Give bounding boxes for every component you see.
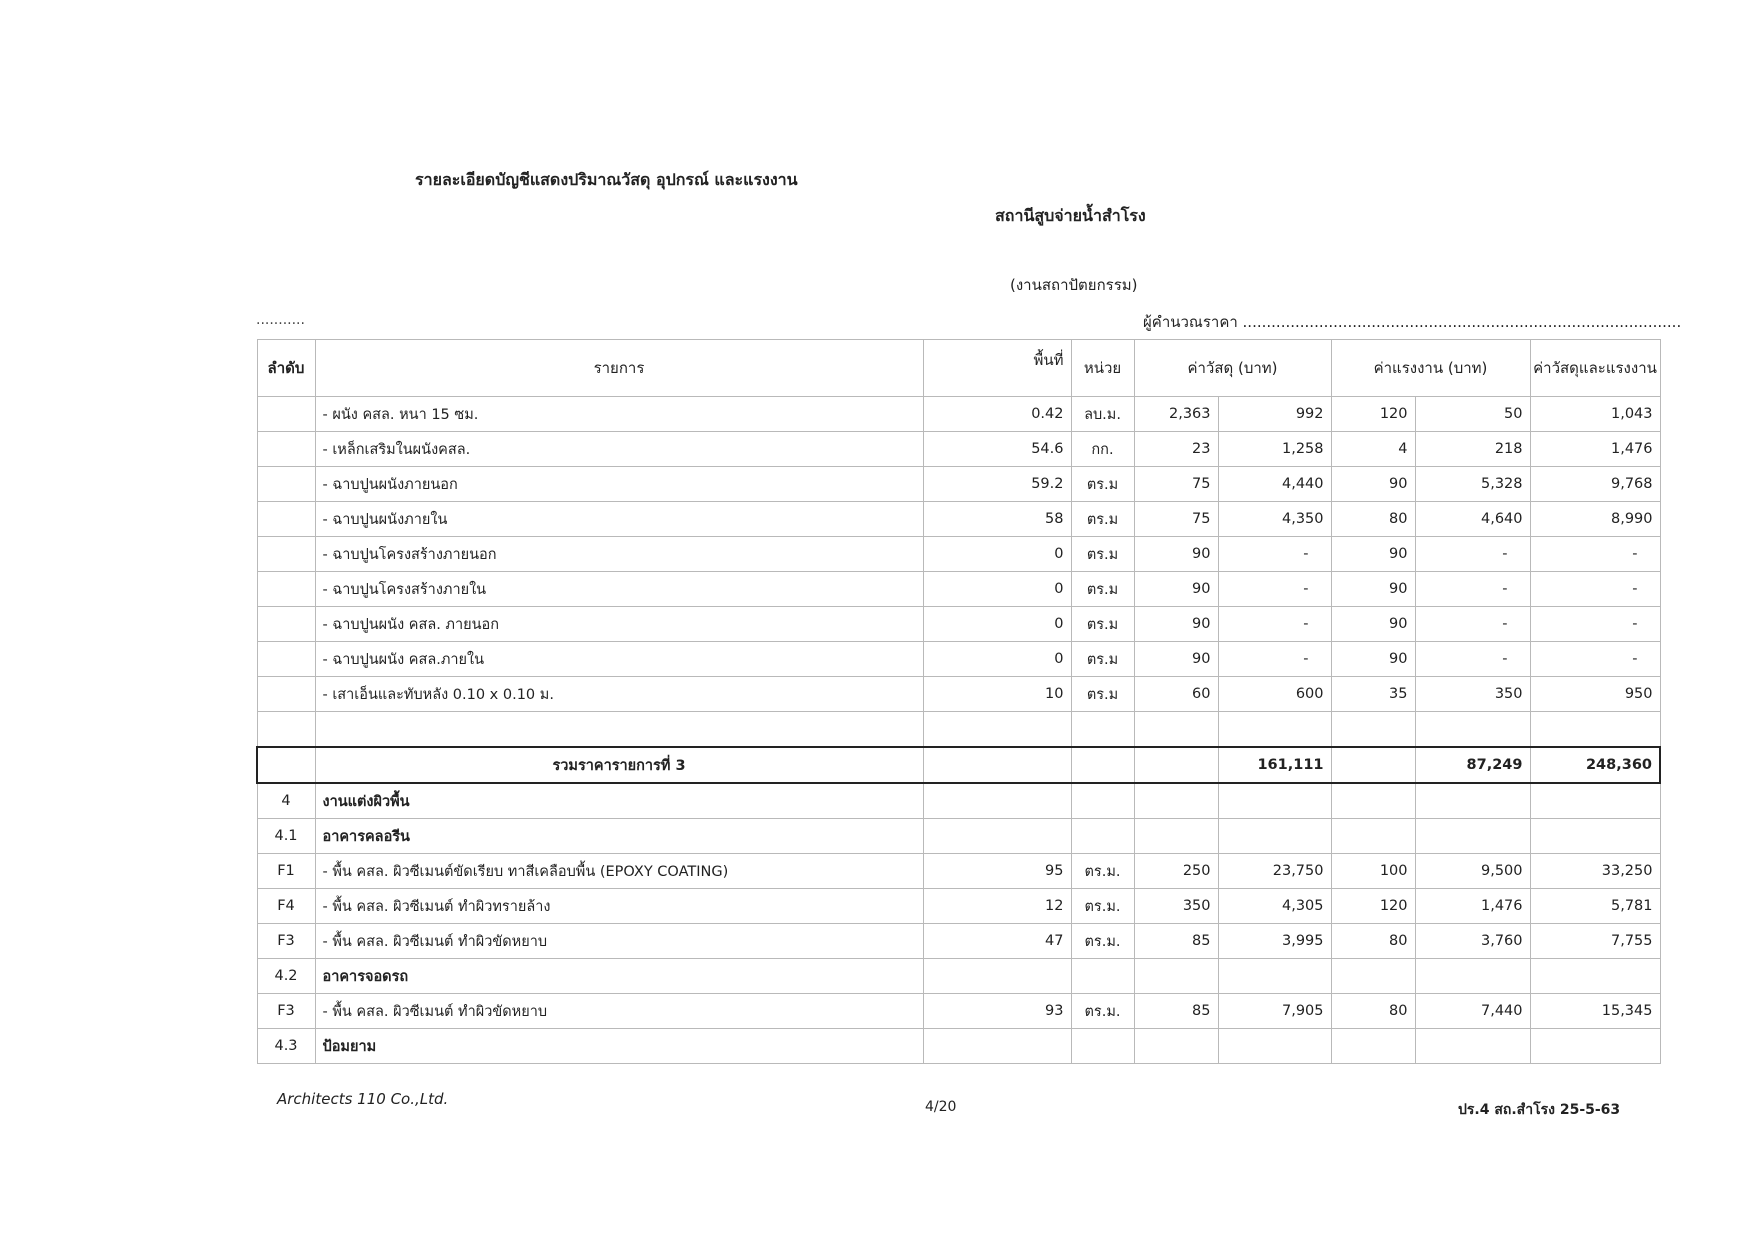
- row-unit-cell: [1071, 959, 1134, 994]
- row-labor-unit-price-cell: 4: [1331, 432, 1415, 467]
- row-number-cell: [257, 747, 315, 783]
- row-labor-amount-cell: -: [1415, 537, 1530, 572]
- row-labor-unit-price-cell: 80: [1331, 994, 1415, 1029]
- row-number-cell: F3: [257, 924, 315, 959]
- row-number-cell: [257, 467, 315, 502]
- row-area-cell: 54.6: [923, 432, 1071, 467]
- section-heading-row: [257, 959, 1660, 994]
- row-total-amount-cell: -: [1530, 537, 1660, 572]
- row-number-cell: [257, 397, 315, 432]
- row-labor-amount-cell: [1415, 783, 1530, 819]
- row-area-cell: 0: [923, 642, 1071, 677]
- row-area-cell: [923, 712, 1071, 748]
- row-number-cell: [257, 677, 315, 712]
- row-material-unit-price-cell: [1134, 959, 1218, 994]
- row-material-amount-cell: [1218, 783, 1331, 819]
- row-area-cell: [923, 783, 1071, 819]
- table-row: [257, 572, 1660, 607]
- row-unit-cell: ตร.ม: [1071, 502, 1134, 537]
- row-description-cell: - ฉาบปูนผนังภายนอก: [315, 467, 923, 502]
- row-area-cell: 0: [923, 537, 1071, 572]
- row-area-cell: 12: [923, 889, 1071, 924]
- row-labor-amount-cell: 218: [1415, 432, 1530, 467]
- row-labor-amount-cell: [1415, 1029, 1530, 1064]
- row-labor-amount-cell: 350: [1415, 677, 1530, 712]
- table-row: [257, 502, 1660, 537]
- row-labor-amount-cell: 5,328: [1415, 467, 1530, 502]
- row-total-amount-cell: -: [1530, 607, 1660, 642]
- row-total-amount-cell: -: [1530, 642, 1660, 677]
- row-material-amount-cell: -: [1218, 642, 1331, 677]
- row-material-unit-price-cell: 60: [1134, 677, 1218, 712]
- row-labor-unit-price-cell: 90: [1331, 467, 1415, 502]
- row-unit-cell: [1071, 819, 1134, 854]
- row-description-cell: - เหล็กเสริมในผนังคสล.: [315, 432, 923, 467]
- row-number-cell: [257, 502, 315, 537]
- row-labor-unit-price-cell: [1331, 1029, 1415, 1064]
- row-description-cell: - พื้น คสล. ผิวซีเมนต์ ทำผิวทรายล้าง: [315, 889, 923, 924]
- boq-table: [256, 339, 1661, 1064]
- table-row: [257, 854, 1660, 889]
- row-area-cell: 95: [923, 854, 1071, 889]
- row-number-cell: [257, 572, 315, 607]
- table-row: [257, 642, 1660, 677]
- row-description-cell: - ฉาบปูนผนัง คสล. ภายนอก: [315, 607, 923, 642]
- row-total-amount-cell: 248,360: [1530, 747, 1660, 783]
- row-labor-unit-price-cell: 80: [1331, 924, 1415, 959]
- col-no-header: ลำดับ: [257, 340, 315, 397]
- row-description-cell: งานแต่งผิวพื้น: [315, 783, 923, 819]
- row-area-cell: 47: [923, 924, 1071, 959]
- row-material-unit-price-cell: [1134, 747, 1218, 783]
- row-labor-amount-cell: 9,500: [1415, 854, 1530, 889]
- row-material-unit-price-cell: 85: [1134, 924, 1218, 959]
- row-description-cell: - ฉาบปูนโครงสร้างภายนอก: [315, 537, 923, 572]
- row-labor-unit-price-cell: [1331, 712, 1415, 748]
- row-total-amount-cell: 9,768: [1530, 467, 1660, 502]
- row-area-cell: [923, 1029, 1071, 1064]
- row-labor-amount-cell: [1415, 959, 1530, 994]
- row-material-amount-cell: 3,995: [1218, 924, 1331, 959]
- row-labor-amount-cell: 4,640: [1415, 502, 1530, 537]
- row-labor-amount-cell: -: [1415, 572, 1530, 607]
- row-material-unit-price-cell: 90: [1134, 537, 1218, 572]
- row-unit-cell: ตร.ม.: [1071, 924, 1134, 959]
- row-description-cell: - เสาเอ็นและทับหลัง 0.10 x 0.10 ม.: [315, 677, 923, 712]
- row-description-cell: - ฉาบปูนผนังภายใน: [315, 502, 923, 537]
- row-area-cell: [923, 819, 1071, 854]
- row-labor-amount-cell: 3,760: [1415, 924, 1530, 959]
- row-description-cell: - ฉาบปูนผนัง คสล.ภายใน: [315, 642, 923, 677]
- row-material-amount-cell: -: [1218, 572, 1331, 607]
- row-material-unit-price-cell: 75: [1134, 502, 1218, 537]
- row-total-amount-cell: -: [1530, 572, 1660, 607]
- row-area-cell: 0: [923, 572, 1071, 607]
- col-item-header: รายการ: [315, 340, 923, 397]
- row-material-amount-cell: 4,305: [1218, 889, 1331, 924]
- document-title: รายละเอียดบัญชีแสดงปริมาณวัสดุ อุปกรณ์ และแรงงาน: [415, 170, 798, 189]
- row-labor-amount-cell: [1415, 819, 1530, 854]
- row-total-amount-cell: [1530, 959, 1660, 994]
- row-area-cell: 0.42: [923, 397, 1071, 432]
- table-row: [257, 432, 1660, 467]
- row-unit-cell: ตร.ม: [1071, 537, 1134, 572]
- row-material-unit-price-cell: 350: [1134, 889, 1218, 924]
- row-number-cell: 4.2: [257, 959, 315, 994]
- row-unit-cell: [1071, 747, 1134, 783]
- estimator-line: ผู้คำนวณราคา ............................................................................................: [1143, 313, 1682, 331]
- row-material-unit-price-cell: 85: [1134, 994, 1218, 1029]
- row-material-amount-cell: [1218, 959, 1331, 994]
- row-labor-unit-price-cell: [1331, 819, 1415, 854]
- row-area-cell: 59.2: [923, 467, 1071, 502]
- table-row: [257, 607, 1660, 642]
- row-unit-cell: ตร.ม.: [1071, 889, 1134, 924]
- section-heading-row: [257, 819, 1660, 854]
- row-area-cell: 0: [923, 607, 1071, 642]
- row-material-unit-price-cell: [1134, 819, 1218, 854]
- row-total-amount-cell: 7,755: [1530, 924, 1660, 959]
- row-area-cell: 93: [923, 994, 1071, 1029]
- row-labor-unit-price-cell: 90: [1331, 572, 1415, 607]
- row-unit-cell: ตร.ม: [1071, 467, 1134, 502]
- row-labor-unit-price-cell: 90: [1331, 607, 1415, 642]
- row-number-cell: 4: [257, 783, 315, 819]
- row-labor-amount-cell: -: [1415, 607, 1530, 642]
- row-description-cell: อาคารจอดรถ: [315, 959, 923, 994]
- row-description-cell: รวมราคารายการที่ 3: [315, 747, 923, 783]
- row-labor-amount-cell: 1,476: [1415, 889, 1530, 924]
- row-unit-cell: [1071, 1029, 1134, 1064]
- row-number-cell: [257, 537, 315, 572]
- row-number-cell: [257, 642, 315, 677]
- row-area-cell: [923, 747, 1071, 783]
- section-name: (งานสถาปัตยกรรม): [1010, 276, 1138, 294]
- row-unit-cell: ตร.ม.: [1071, 994, 1134, 1029]
- row-total-amount-cell: 8,990: [1530, 502, 1660, 537]
- row-total-amount-cell: 1,043: [1530, 397, 1660, 432]
- col-material-header: ค่าวัสดุ (บาท): [1134, 340, 1331, 397]
- row-number-cell: [257, 432, 315, 467]
- row-number-cell: 4.1: [257, 819, 315, 854]
- row-number-cell: [257, 607, 315, 642]
- total-row: [257, 747, 1660, 783]
- row-description-cell: - ผนัง คสล. หนา 15 ซม.: [315, 397, 923, 432]
- row-material-unit-price-cell: 90: [1134, 572, 1218, 607]
- row-labor-unit-price-cell: 35: [1331, 677, 1415, 712]
- row-unit-cell: ลบ.ม.: [1071, 397, 1134, 432]
- row-total-amount-cell: [1530, 783, 1660, 819]
- row-description-cell: อาคารคลอรีน: [315, 819, 923, 854]
- row-unit-cell: [1071, 783, 1134, 819]
- row-labor-amount-cell: 7,440: [1415, 994, 1530, 1029]
- row-material-unit-price-cell: [1134, 712, 1218, 748]
- row-description-cell: ป้อมยาม: [315, 1029, 923, 1064]
- row-material-amount-cell: -: [1218, 607, 1331, 642]
- row-labor-unit-price-cell: 120: [1331, 889, 1415, 924]
- document-reference: ปร.4 สถ.สำโรง 25-5-63: [1458, 1102, 1621, 1118]
- row-number-cell: F3: [257, 994, 315, 1029]
- row-material-unit-price-cell: 75: [1134, 467, 1218, 502]
- row-area-cell: [923, 959, 1071, 994]
- row-number-cell: F4: [257, 889, 315, 924]
- row-material-amount-cell: [1218, 712, 1331, 748]
- table-row: [257, 712, 1660, 748]
- row-material-amount-cell: 4,440: [1218, 467, 1331, 502]
- row-material-unit-price-cell: [1134, 783, 1218, 819]
- row-material-amount-cell: [1218, 1029, 1331, 1064]
- row-unit-cell: [1071, 712, 1134, 748]
- row-labor-unit-price-cell: [1331, 783, 1415, 819]
- row-unit-cell: ตร.ม: [1071, 572, 1134, 607]
- row-labor-unit-price-cell: 90: [1331, 537, 1415, 572]
- row-number-cell: F1: [257, 854, 315, 889]
- row-labor-unit-price-cell: [1331, 747, 1415, 783]
- row-material-amount-cell: 7,905: [1218, 994, 1331, 1029]
- row-total-amount-cell: [1530, 712, 1660, 748]
- table-row: [257, 467, 1660, 502]
- row-description-cell: [315, 712, 923, 748]
- row-labor-unit-price-cell: 100: [1331, 854, 1415, 889]
- row-number-cell: 4.3: [257, 1029, 315, 1064]
- row-total-amount-cell: 33,250: [1530, 854, 1660, 889]
- row-material-unit-price-cell: 250: [1134, 854, 1218, 889]
- col-area-header: พื้นที่: [923, 340, 1071, 397]
- row-labor-amount-cell: 50: [1415, 397, 1530, 432]
- section-heading-row: [257, 783, 1660, 819]
- row-material-amount-cell: 4,350: [1218, 502, 1331, 537]
- row-material-unit-price-cell: 90: [1134, 607, 1218, 642]
- table-row: [257, 924, 1660, 959]
- row-material-amount-cell: [1218, 819, 1331, 854]
- page-number: 4/20: [925, 1099, 957, 1115]
- col-total-header: ค่าวัสดุและแรงงาน: [1530, 340, 1660, 397]
- row-labor-unit-price-cell: 80: [1331, 502, 1415, 537]
- row-labor-amount-cell: 87,249: [1415, 747, 1530, 783]
- row-labor-unit-price-cell: 90: [1331, 642, 1415, 677]
- row-description-cell: - ฉาบปูนโครงสร้างภายใน: [315, 572, 923, 607]
- row-total-amount-cell: 15,345: [1530, 994, 1660, 1029]
- section-heading-row: [257, 1029, 1660, 1064]
- table-row: [257, 537, 1660, 572]
- row-unit-cell: กก.: [1071, 432, 1134, 467]
- row-unit-cell: ตร.ม: [1071, 607, 1134, 642]
- row-area-cell: 10: [923, 677, 1071, 712]
- row-material-unit-price-cell: [1134, 1029, 1218, 1064]
- row-material-unit-price-cell: 23: [1134, 432, 1218, 467]
- table-row: [257, 994, 1660, 1029]
- table-row: [257, 677, 1660, 712]
- row-total-amount-cell: [1530, 1029, 1660, 1064]
- row-material-amount-cell: 992: [1218, 397, 1331, 432]
- row-description-cell: - พื้น คสล. ผิวซีเมนต์ขัดเรียบ ทาสีเคลือบพื้น (EPOXY COATING): [315, 854, 923, 889]
- row-number-cell: [257, 712, 315, 748]
- row-labor-unit-price-cell: 120: [1331, 397, 1415, 432]
- col-labor-header: ค่าแรงงาน (บาท): [1331, 340, 1530, 397]
- row-material-unit-price-cell: 2,363: [1134, 397, 1218, 432]
- project-name: สถานีสูบจ่ายน้ำสำโรง: [995, 206, 1146, 225]
- table-row: [257, 889, 1660, 924]
- row-labor-unit-price-cell: [1331, 959, 1415, 994]
- row-unit-cell: ตร.ม.: [1071, 854, 1134, 889]
- row-total-amount-cell: 1,476: [1530, 432, 1660, 467]
- row-material-unit-price-cell: 90: [1134, 642, 1218, 677]
- company-name: Architects 110 Co.,Ltd.: [277, 1090, 449, 1108]
- row-unit-cell: ตร.ม: [1071, 642, 1134, 677]
- row-total-amount-cell: 950: [1530, 677, 1660, 712]
- row-total-amount-cell: [1530, 819, 1660, 854]
- left-dots: ...........: [256, 312, 305, 328]
- row-material-amount-cell: 23,750: [1218, 854, 1331, 889]
- row-area-cell: 58: [923, 502, 1071, 537]
- row-unit-cell: ตร.ม: [1071, 677, 1134, 712]
- row-description-cell: - พื้น คสล. ผิวซีเมนต์ ทำผิวขัดหยาบ: [315, 924, 923, 959]
- row-labor-amount-cell: -: [1415, 642, 1530, 677]
- col-unit-header: หน่วย: [1071, 340, 1134, 397]
- row-total-amount-cell: 5,781: [1530, 889, 1660, 924]
- table-header-row: [257, 340, 1660, 397]
- row-labor-amount-cell: [1415, 712, 1530, 748]
- table-row: [257, 397, 1660, 432]
- row-material-amount-cell: 600: [1218, 677, 1331, 712]
- row-material-amount-cell: 1,258: [1218, 432, 1331, 467]
- row-description-cell: - พื้น คสล. ผิวซีเมนต์ ทำผิวขัดหยาบ: [315, 994, 923, 1029]
- row-material-amount-cell: 161,111: [1218, 747, 1331, 783]
- row-material-amount-cell: -: [1218, 537, 1331, 572]
